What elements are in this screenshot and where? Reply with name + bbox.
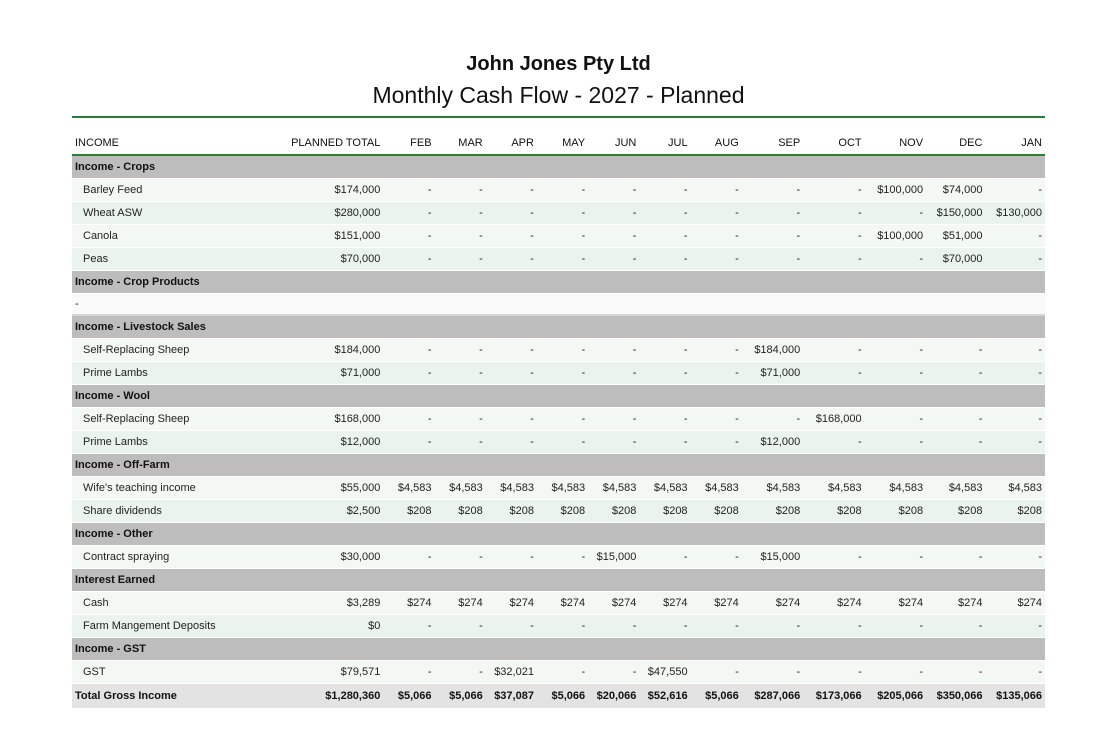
row-value: - [803, 431, 864, 454]
row-value: $74,000 [926, 179, 985, 202]
row-value: - [588, 661, 639, 684]
row-value: - [537, 661, 588, 684]
section-title: Income - Crop Products [72, 271, 1045, 294]
row-value: $274 [742, 592, 803, 615]
column-header-sep: SEP [742, 132, 803, 155]
column-header-jan: JAN [985, 132, 1045, 155]
row-value: - [537, 362, 588, 385]
report-header [72, 52, 1045, 109]
report-title: Monthly Cash Flow - 2027 - Planned [372, 82, 745, 108]
row-value: - [926, 615, 985, 638]
column-header-mar: MAR [435, 132, 486, 155]
column-header-nov: NOV [865, 132, 926, 155]
row-label: Prime Lambs [72, 431, 281, 454]
row-value: - [588, 225, 639, 248]
row-value: $4,583 [691, 477, 742, 500]
row-value: - [486, 202, 537, 225]
table-row [72, 248, 1045, 271]
row-value: - [803, 362, 864, 385]
total-value: $350,066 [926, 684, 985, 709]
row-value: $4,583 [383, 477, 434, 500]
row-value: $4,583 [985, 477, 1045, 500]
row-value: - [537, 615, 588, 638]
row-value: - [383, 339, 434, 362]
row-value: - [486, 179, 537, 202]
row-value: - [435, 615, 486, 638]
row-value: - [742, 179, 803, 202]
row-value: $15,000 [742, 546, 803, 569]
row-value: - [435, 179, 486, 202]
row-value: - [742, 615, 803, 638]
total-value: $135,066 [985, 684, 1045, 709]
row-label: GST [72, 661, 281, 684]
row-value: - [985, 179, 1045, 202]
row-value: $4,583 [742, 477, 803, 500]
row-value: $280,000 [281, 202, 383, 225]
row-value: $274 [435, 592, 486, 615]
row-value: $208 [803, 500, 864, 523]
row-value: - [803, 225, 864, 248]
row-value: - [486, 362, 537, 385]
row-value: - [691, 661, 742, 684]
row-value: - [926, 431, 985, 454]
total-value: $5,066 [435, 684, 486, 709]
row-label: Farm Mangement Deposits [72, 615, 281, 638]
row-value: $4,583 [537, 477, 588, 500]
row-value: - [639, 225, 690, 248]
row-value: $184,000 [281, 339, 383, 362]
row-value: $4,583 [435, 477, 486, 500]
section-title: Income - Livestock Sales [72, 315, 1045, 339]
section-header-row [72, 454, 1045, 477]
total-value: $1,280,360 [281, 684, 383, 709]
row-value: $208 [435, 500, 486, 523]
row-value: $274 [588, 592, 639, 615]
row-value: $208 [742, 500, 803, 523]
row-label: Contract spraying [72, 546, 281, 569]
row-value: - [985, 661, 1045, 684]
section-title: Income - Off-Farm [72, 454, 1045, 477]
row-value: $4,583 [865, 477, 926, 500]
row-value: - [865, 339, 926, 362]
section-title: Income - Other [72, 523, 1045, 546]
row-value: $274 [803, 592, 864, 615]
row-value: $208 [985, 500, 1045, 523]
row-value: $12,000 [281, 431, 383, 454]
row-value: - [803, 615, 864, 638]
row-value: - [803, 661, 864, 684]
row-value: - [691, 431, 742, 454]
section-title: Income - Crops [72, 155, 1045, 179]
row-value: - [435, 546, 486, 569]
row-value: $3,289 [281, 592, 383, 615]
row-label: Barley Feed [72, 179, 281, 202]
row-value: $274 [486, 592, 537, 615]
table-row [72, 339, 1045, 362]
row-value: $274 [926, 592, 985, 615]
row-value: - [435, 248, 486, 271]
row-label: Canola [72, 225, 281, 248]
row-value: $47,550 [639, 661, 690, 684]
row-value: - [639, 431, 690, 454]
row-value: - [865, 202, 926, 225]
row-label: Peas [72, 248, 281, 271]
total-value: $52,616 [639, 684, 690, 709]
row-value: - [691, 248, 742, 271]
row-value: - [803, 546, 864, 569]
total-value: $37,087 [486, 684, 537, 709]
row-value: $51,000 [926, 225, 985, 248]
row-value: - [537, 202, 588, 225]
row-value: - [691, 408, 742, 431]
row-value: $184,000 [742, 339, 803, 362]
row-value: - [639, 339, 690, 362]
row-value: - [383, 615, 434, 638]
row-value: $208 [588, 500, 639, 523]
total-value: $5,066 [691, 684, 742, 709]
row-value: $274 [383, 592, 434, 615]
row-value: - [588, 431, 639, 454]
row-value: - [537, 431, 588, 454]
row-value: - [691, 339, 742, 362]
table-row [72, 500, 1045, 523]
row-value: - [435, 339, 486, 362]
row-value: - [435, 362, 486, 385]
row-value: - [588, 248, 639, 271]
row-value: - [383, 431, 434, 454]
row-value: $208 [639, 500, 690, 523]
row-value: $168,000 [803, 408, 864, 431]
column-header-dec: DEC [926, 132, 985, 155]
row-value: - [486, 225, 537, 248]
row-value: - [383, 661, 434, 684]
row-value: $208 [537, 500, 588, 523]
empty-section-row [72, 294, 1045, 316]
row-value: - [691, 615, 742, 638]
row-value: $100,000 [865, 179, 926, 202]
row-value: $15,000 [588, 546, 639, 569]
section-header-row [72, 315, 1045, 339]
row-value: - [537, 546, 588, 569]
row-value: $168,000 [281, 408, 383, 431]
table-row [72, 546, 1045, 569]
column-header-oct: OCT [803, 132, 864, 155]
column-header-jul: JUL [639, 132, 690, 155]
total-value: $205,066 [865, 684, 926, 709]
total-value: $5,066 [383, 684, 434, 709]
company-name: John Jones Pty Ltd [466, 53, 651, 75]
row-value: $79,571 [281, 661, 383, 684]
row-value: - [588, 615, 639, 638]
row-value: - [383, 225, 434, 248]
empty-placeholder: - [72, 294, 1045, 316]
row-value: - [639, 546, 690, 569]
total-value: $5,066 [537, 684, 588, 709]
row-value: - [383, 362, 434, 385]
row-value: - [486, 248, 537, 271]
row-value: $0 [281, 615, 383, 638]
row-value: - [926, 339, 985, 362]
row-value: - [537, 339, 588, 362]
row-value: - [926, 661, 985, 684]
row-value: - [985, 408, 1045, 431]
section-title: Income - Wool [72, 385, 1045, 408]
row-value: - [588, 179, 639, 202]
row-value: - [803, 202, 864, 225]
table-row [72, 615, 1045, 638]
row-label: Prime Lambs [72, 362, 281, 385]
total-value: $287,066 [742, 684, 803, 709]
row-value: - [639, 248, 690, 271]
row-value: $55,000 [281, 477, 383, 500]
section-title: Income - GST [72, 638, 1045, 661]
row-value: $70,000 [281, 248, 383, 271]
row-value: - [926, 546, 985, 569]
row-value: - [537, 225, 588, 248]
row-value: $30,000 [281, 546, 383, 569]
row-value: - [926, 362, 985, 385]
row-value: - [985, 615, 1045, 638]
row-value: - [486, 615, 537, 638]
row-value: - [537, 248, 588, 271]
row-value: - [588, 408, 639, 431]
row-value: $151,000 [281, 225, 383, 248]
row-value: - [985, 248, 1045, 271]
row-value: $71,000 [281, 362, 383, 385]
row-value: - [742, 661, 803, 684]
row-value: - [383, 546, 434, 569]
row-value: $208 [383, 500, 434, 523]
column-header-aug: AUG [691, 132, 742, 155]
row-value: - [742, 225, 803, 248]
section-header-row [72, 385, 1045, 408]
row-value: $208 [486, 500, 537, 523]
row-value: - [985, 546, 1045, 569]
row-value: - [865, 408, 926, 431]
row-value: - [865, 546, 926, 569]
row-value: $100,000 [865, 225, 926, 248]
row-value: $4,583 [639, 477, 690, 500]
column-header-may: MAY [537, 132, 588, 155]
column-header-apr: APR [486, 132, 537, 155]
row-value: - [691, 179, 742, 202]
row-value: - [588, 339, 639, 362]
total-label: Total Gross Income [72, 684, 281, 709]
row-value: - [639, 179, 690, 202]
row-value: - [486, 546, 537, 569]
row-value: - [803, 248, 864, 271]
row-value: $4,583 [926, 477, 985, 500]
row-value: - [537, 408, 588, 431]
section-header-row [72, 569, 1045, 592]
row-value: $274 [691, 592, 742, 615]
row-value: $32,021 [486, 661, 537, 684]
cash-flow-table [72, 132, 1045, 708]
row-value: - [639, 362, 690, 385]
row-label: Wife's teaching income [72, 477, 281, 500]
header-divider [72, 116, 1045, 118]
row-value: - [486, 339, 537, 362]
row-value: $274 [537, 592, 588, 615]
row-value: - [985, 225, 1045, 248]
row-value: $208 [926, 500, 985, 523]
row-value: - [486, 408, 537, 431]
row-value: - [435, 202, 486, 225]
table-row [72, 661, 1045, 684]
row-value: $130,000 [985, 202, 1045, 225]
row-value: - [985, 431, 1045, 454]
row-value: - [639, 615, 690, 638]
table-row [72, 408, 1045, 431]
row-value: - [691, 546, 742, 569]
row-value: - [383, 408, 434, 431]
row-value: $208 [691, 500, 742, 523]
section-header-row [72, 271, 1045, 294]
row-value: - [588, 202, 639, 225]
total-row [72, 684, 1045, 709]
row-value: $4,583 [803, 477, 864, 500]
row-value: $4,583 [588, 477, 639, 500]
table-row [72, 362, 1045, 385]
row-value: $174,000 [281, 179, 383, 202]
column-header-jun: JUN [588, 132, 639, 155]
row-label: Share dividends [72, 500, 281, 523]
section-title: Interest Earned [72, 569, 1045, 592]
row-value: - [383, 202, 434, 225]
row-value: $274 [865, 592, 926, 615]
table-row [72, 431, 1045, 454]
row-value: - [435, 431, 486, 454]
row-value: - [985, 362, 1045, 385]
row-value: - [865, 248, 926, 271]
section-header-row [72, 155, 1045, 179]
row-value: - [435, 225, 486, 248]
row-value: - [639, 408, 690, 431]
row-value: - [742, 202, 803, 225]
row-value: $4,583 [486, 477, 537, 500]
row-value: - [926, 408, 985, 431]
row-value: - [865, 661, 926, 684]
row-value: - [865, 362, 926, 385]
table-row [72, 179, 1045, 202]
row-value: - [691, 225, 742, 248]
row-label: Self-Replacing Sheep [72, 408, 281, 431]
row-label: Self-Replacing Sheep [72, 339, 281, 362]
row-value: - [742, 408, 803, 431]
total-value: $20,066 [588, 684, 639, 709]
table-row [72, 477, 1045, 500]
row-value: - [537, 179, 588, 202]
column-header-income: INCOME [72, 132, 281, 155]
row-value: - [486, 431, 537, 454]
row-value: - [435, 661, 486, 684]
row-value: $12,000 [742, 431, 803, 454]
row-value: - [588, 362, 639, 385]
row-value: - [383, 248, 434, 271]
row-value: - [985, 339, 1045, 362]
table-row [72, 592, 1045, 615]
row-value: - [691, 362, 742, 385]
row-value: - [865, 615, 926, 638]
row-value: $150,000 [926, 202, 985, 225]
column-header-planned-total: PLANNED TOTAL [281, 132, 383, 155]
row-value: - [742, 248, 803, 271]
row-value: - [803, 339, 864, 362]
row-value: - [691, 202, 742, 225]
row-value: $71,000 [742, 362, 803, 385]
row-value: - [639, 202, 690, 225]
row-value: $274 [639, 592, 690, 615]
table-row [72, 202, 1045, 225]
total-value: $173,066 [803, 684, 864, 709]
row-label: Cash [72, 592, 281, 615]
row-value: $70,000 [926, 248, 985, 271]
row-value: - [865, 431, 926, 454]
row-value: $274 [985, 592, 1045, 615]
row-value: - [435, 408, 486, 431]
column-header-row [72, 132, 1045, 155]
row-value: - [383, 179, 434, 202]
section-header-row [72, 523, 1045, 546]
row-label: Wheat ASW [72, 202, 281, 225]
section-header-row [72, 638, 1045, 661]
row-value: - [803, 179, 864, 202]
column-header-feb: FEB [383, 132, 434, 155]
table-row [72, 225, 1045, 248]
row-value: $2,500 [281, 500, 383, 523]
row-value: $208 [865, 500, 926, 523]
table-body [72, 155, 1045, 708]
